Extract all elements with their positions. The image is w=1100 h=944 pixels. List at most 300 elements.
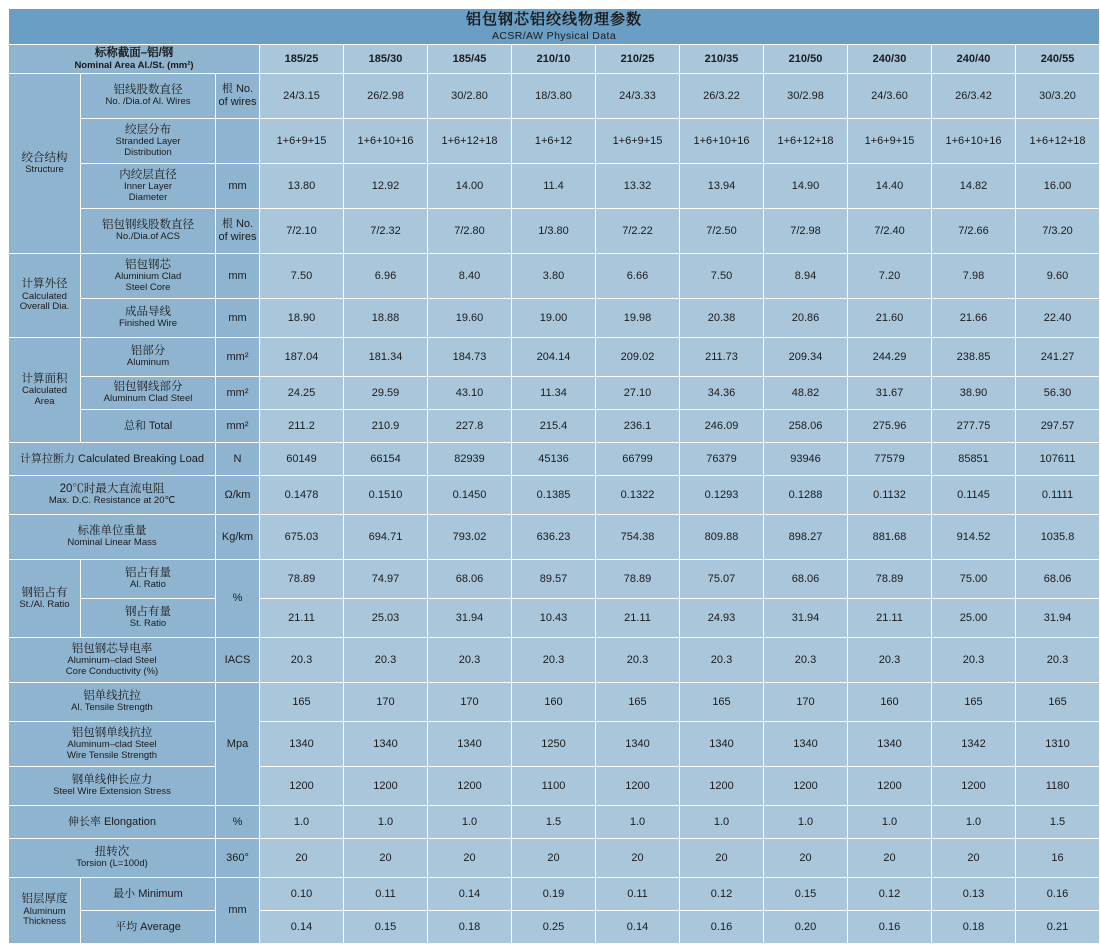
cell-value: 7/2.50 [680,208,764,253]
row-label-cn: 铝部分 [130,345,166,358]
cell-value: 165 [932,682,1016,721]
table-row [9,298,1100,337]
cell-value: 1.0 [596,805,680,838]
cell-value: 21.66 [932,298,1016,337]
row-label-cn: 平均 [115,920,138,933]
cell-value: 68.06 [764,559,848,598]
cell-value: 18/3.80 [512,73,596,118]
cell-value: 26/2.98 [344,73,428,118]
row-label-en: Nominal Linear Mass [67,537,157,549]
cell-value: 30/2.98 [764,73,848,118]
cell-value: 24/3.60 [848,73,932,118]
row-unit-linear-mass: Kg/km [216,514,260,559]
cell-value: 10.43 [512,598,596,637]
cell-value: 18.90 [260,298,344,337]
row-unit-dc-resistance: Ω/km [216,475,260,514]
row-label-cn: 伸长率 [67,815,101,828]
cell-value: 258.06 [764,409,848,442]
row-label-cn: 总和 [123,419,146,432]
row-label-core-conductivity [9,637,216,682]
cell-value: 227.8 [428,409,512,442]
cell-value: 297.57 [1016,409,1100,442]
cell-value: 1200 [344,766,428,805]
cell-value: 78.89 [848,559,932,598]
cell-value: 1342 [932,721,1016,766]
row-unit-core-conductivity: IACS [216,637,260,682]
cell-value: 1+6+12+18 [428,118,512,163]
cell-value: 24.25 [260,376,344,409]
column-header: 240/30 [848,45,932,74]
cell-value: 7.98 [932,253,1016,298]
group-thickness-en-1: Aluminum [23,905,66,917]
row-unit-torsion: 360° [216,838,260,877]
cell-value: 66154 [344,442,428,475]
table-row [9,118,1100,163]
cell-value: 0.18 [428,910,512,943]
cell-value: 277.75 [932,409,1016,442]
cell-value: 9.60 [1016,253,1100,298]
row-label-al-tensile [9,682,216,721]
row-unit-al-wires [216,73,260,118]
row-label-cn: 最小 [113,887,136,900]
row-label-en-2: Diameter [128,191,168,203]
row-label-thickness-min [81,877,216,910]
cell-value: 1310 [1016,721,1100,766]
cell-value: 75.00 [932,559,1016,598]
row-label-thickness-avg [81,910,216,943]
cell-value: 187.04 [260,337,344,376]
table-row [9,376,1100,409]
group-area-en-2: Area [34,395,55,407]
cell-value: 60149 [260,442,344,475]
cell-value: 7/3.20 [1016,208,1100,253]
cell-value: 1.5 [1016,805,1100,838]
cell-value: 0.11 [344,877,428,910]
cell-value: 21.11 [848,598,932,637]
cell-value: 14.40 [848,163,932,208]
row-label-cn: 内绞层直径 [119,168,177,181]
cell-value: 18.88 [344,298,428,337]
unit-cn: 根 [221,218,233,231]
cell-value: 7.20 [848,253,932,298]
group-area-en-1: Calculated [22,385,67,397]
table-row [9,253,1100,298]
cell-value: 7/2.22 [596,208,680,253]
cell-value: 1340 [260,721,344,766]
physical-data-table [8,8,1100,944]
cell-value: 0.1322 [596,475,680,514]
cell-value: 13.32 [596,163,680,208]
row-label-en: Aluminum Clad Steel [103,393,193,405]
row-label-total-area [81,409,216,442]
row-label-en-1: Aluminum–clad Steel [67,739,157,751]
cell-value: 1.0 [344,805,428,838]
cell-value: 1200 [680,766,764,805]
cell-value: 76379 [680,442,764,475]
cell-value: 6.96 [344,253,428,298]
cell-value: 16.00 [1016,163,1100,208]
column-header: 210/25 [596,45,680,74]
cell-value: 165 [596,682,680,721]
cell-value: 0.21 [1016,910,1100,943]
row-label-en-2: Core Conductivity (%) [65,665,159,677]
cell-value: 78.89 [596,559,680,598]
cell-value: 0.1111 [1016,475,1100,514]
cell-value: 184.73 [428,337,512,376]
cell-value: 78.89 [260,559,344,598]
cell-value: 13.80 [260,163,344,208]
group-thickness-cn: 铝层厚度 [21,893,68,906]
cell-value: 22.40 [1016,298,1100,337]
cell-value: 77579 [848,442,932,475]
cell-value: 1340 [428,721,512,766]
cell-value: 20 [680,838,764,877]
cell-value: 26/3.42 [932,73,1016,118]
cell-value: 165 [1016,682,1100,721]
group-aluminum-thickness [9,877,81,943]
cell-value: 48.82 [764,376,848,409]
cell-value: 0.1145 [932,475,1016,514]
cell-value: 24/3.15 [260,73,344,118]
row-label-dc-resistance [9,475,216,514]
cell-value: 0.1478 [260,475,344,514]
cell-value: 1/3.80 [512,208,596,253]
cell-value: 215.4 [512,409,596,442]
row-label-st-ratio [81,598,216,637]
unit-cn: 根 [221,83,233,96]
table-row [9,337,1100,376]
cell-value: 0.1132 [848,475,932,514]
group-structure-en: Structure [25,163,64,175]
row-label-al-ratio [81,559,216,598]
row-unit-aluminum-area: mm² [216,337,260,376]
cell-value: 809.88 [680,514,764,559]
group-structure [9,73,81,253]
row-label-en: Total [148,419,173,432]
cell-value: 165 [260,682,344,721]
cell-value: 25.00 [932,598,1016,637]
cell-value: 0.12 [680,877,764,910]
table-row [9,682,1100,721]
cell-value: 26/3.22 [680,73,764,118]
table-row [9,910,1100,943]
row-label-cn: 铝包钢线部分 [113,381,183,394]
cell-value: 0.1288 [764,475,848,514]
row-label-cn: 铝包钢单线抗拉 [71,726,153,739]
cell-value: 1.0 [848,805,932,838]
table-row [9,559,1100,598]
cell-value: 209.34 [764,337,848,376]
cell-value: 1+6+9+15 [848,118,932,163]
row-label-finished-wire [81,298,216,337]
row-label-en: Al. Ratio [130,579,166,591]
table-row [9,163,1100,208]
cell-value: 1200 [596,766,680,805]
row-unit-acs-wires [216,208,260,253]
cell-value: 170 [344,682,428,721]
cell-value: 1.0 [428,805,512,838]
row-label-en: Aluminum [126,357,170,369]
cell-value: 246.09 [680,409,764,442]
row-label-en: No. /Dia.of Al. Wires [105,96,191,108]
cell-value: 20.38 [680,298,764,337]
cell-value: 31.94 [764,598,848,637]
row-unit-inner-layer-diameter: mm [216,163,260,208]
row-label-cn: 计算拉断力 [19,452,75,465]
row-label-en: Torsion (L=100d) [76,858,148,870]
cell-value: 20.3 [848,637,932,682]
row-label-linear-mass [9,514,216,559]
cell-value: 38.90 [932,376,1016,409]
table-row [9,637,1100,682]
row-label-cn: 铝占有量 [125,567,171,580]
cell-value: 7/2.10 [260,208,344,253]
table-row [9,721,1100,766]
cell-value: 14.82 [932,163,1016,208]
cell-value: 7/2.80 [428,208,512,253]
row-unit-total-area: mm² [216,409,260,442]
row-label-en: Calculated Breaking Load [78,452,205,465]
cell-value: 1.0 [932,805,1016,838]
cell-value: 12.92 [344,163,428,208]
cell-value: 1.0 [260,805,344,838]
row-label-cn: 标准单位重量 [77,525,147,538]
row-label-total [124,420,172,432]
cell-value: 181.34 [344,337,428,376]
row-label-en: Finished Wire [118,318,178,330]
cell-value: 0.19 [512,877,596,910]
row-label-breaking-load [9,442,216,475]
cell-value: 20 [764,838,848,877]
row-label-acs-wires [81,208,216,253]
title-english: ACSR/AW Physical Data [491,30,617,43]
column-header: 210/35 [680,45,764,74]
cell-value: 68.06 [1016,559,1100,598]
row-label-cn: 铝包钢芯导电率 [71,642,153,655]
cell-value: 75.07 [680,559,764,598]
cell-value: 1100 [512,766,596,805]
row-label-aluminum-area [81,337,216,376]
cell-value: 754.38 [596,514,680,559]
cell-value: 107611 [1016,442,1100,475]
cell-value: 24/3.33 [596,73,680,118]
unit-en-2: wires [230,95,257,108]
cell-value: 19.60 [428,298,512,337]
cell-value: 82939 [428,442,512,475]
row-label-en-2: Steel Core [125,281,171,293]
cell-value: 244.29 [848,337,932,376]
row-label-torsion [9,838,216,877]
cell-value: 0.1293 [680,475,764,514]
cell-value: 1.0 [764,805,848,838]
row-label-en: St. Ratio [129,618,167,630]
cell-value: 1+6+10+16 [680,118,764,163]
row-label-cn: 钢占有量 [125,606,171,619]
cell-value: 0.15 [764,877,848,910]
cell-value: 0.1510 [344,475,428,514]
unit-en-2: wires [230,230,257,243]
row-unit-ratio: % [216,559,260,637]
title-row [9,9,1100,45]
row-label-cn: 成品导线 [125,306,171,319]
cell-value: 20.3 [344,637,428,682]
unit-en-1: No. of [218,218,254,243]
row-label-acs-area [81,376,216,409]
cell-value: 20.86 [764,298,848,337]
cell-value: 1200 [932,766,1016,805]
group-overall-dia [9,253,81,337]
cell-value: 0.11 [596,877,680,910]
row-unit-elongation: % [216,805,260,838]
cell-value: 8.40 [428,253,512,298]
cell-value: 7/2.32 [344,208,428,253]
table-title [9,9,1100,45]
cell-value: 74.97 [344,559,428,598]
cell-value: 21.11 [596,598,680,637]
column-header: 210/10 [512,45,596,74]
row-label-cn: 铝包钢线股数直径 [102,219,194,232]
cell-value: 898.27 [764,514,848,559]
cell-value: 20.3 [680,637,764,682]
row-label-cn: 铝线股数直径 [113,84,183,97]
cell-value: 0.16 [680,910,764,943]
cell-value: 1340 [344,721,428,766]
row-label-cn: 铝单线抗拉 [83,690,141,703]
row-label-en-1: Inner Layer [123,181,173,193]
row-unit-stranded-layer [216,118,260,163]
cell-value: 3.80 [512,253,596,298]
row-label-cn: 扭转次 [94,846,130,859]
cell-value: 694.71 [344,514,428,559]
cell-value: 170 [428,682,512,721]
column-header: 185/30 [344,45,428,74]
cell-value: 20.3 [260,637,344,682]
column-header: 240/55 [1016,45,1100,74]
row-label-cn: 绞层分布 [125,123,171,136]
table-row [9,73,1100,118]
row-label-en: Average [140,920,181,933]
cell-value: 7.50 [680,253,764,298]
cell-value: 1250 [512,721,596,766]
cell-value: 93946 [764,442,848,475]
cell-value: 211.2 [260,409,344,442]
nominal-area-header-en: Nominal Area Al./St. (mm²) [74,59,194,71]
cell-value: 1+6+9+15 [596,118,680,163]
cell-value: 0.10 [260,877,344,910]
row-label-en-1: Aluminium Clad [114,271,182,283]
cell-value: 236.1 [596,409,680,442]
cell-value: 20 [932,838,1016,877]
cell-value: 20.3 [596,637,680,682]
cell-value: 6.66 [596,253,680,298]
cell-value: 45136 [512,442,596,475]
cell-value: 20.3 [764,637,848,682]
cell-value: 160 [848,682,932,721]
cell-value: 0.12 [848,877,932,910]
group-structure-cn: 绞合结构 [21,151,68,164]
cell-value: 241.27 [1016,337,1100,376]
group-overall-dia-en-2: Overall Dia. [19,301,70,313]
row-label-en-1: Aluminum–clad Steel [67,655,157,667]
row-unit-breaking-load: N [216,442,260,475]
cell-value: 1200 [848,766,932,805]
cell-value: 1035.8 [1016,514,1100,559]
cell-value: 881.68 [848,514,932,559]
group-overall-dia-en-1: Calculated [22,290,67,302]
cell-value: 56.30 [1016,376,1100,409]
cell-value: 43.10 [428,376,512,409]
cell-value: 210.9 [344,409,428,442]
table-row [9,409,1100,442]
cell-value: 211.73 [680,337,764,376]
title-chinese: 铝包钢芯铝绞线物理参数 [466,11,643,28]
group-area-cn: 计算面积 [21,372,68,385]
cell-value: 7.50 [260,253,344,298]
cell-value: 21.11 [260,598,344,637]
cell-value: 14.90 [764,163,848,208]
table-row [9,598,1100,637]
cell-value: 85851 [932,442,1016,475]
cell-value: 0.14 [596,910,680,943]
cell-value: 0.13 [932,877,1016,910]
cell-value: 20.3 [512,637,596,682]
cell-value: 0.14 [428,877,512,910]
cell-value: 20.3 [428,637,512,682]
cell-value: 675.03 [260,514,344,559]
row-label-stranded-layer [81,118,216,163]
table-row [9,838,1100,877]
cell-value: 1.5 [512,805,596,838]
column-header-row [9,45,1100,74]
row-unit-acs-area: mm² [216,376,260,409]
cell-value: 19.98 [596,298,680,337]
row-label-cn: 20℃时最大直流电阻 [59,483,165,496]
cell-value: 31.94 [428,598,512,637]
row-label-en: Elongation [104,815,157,828]
cell-value: 793.02 [428,514,512,559]
row-label-en-2: Distribution [124,146,172,158]
cell-value: 7/2.66 [932,208,1016,253]
cell-value: 14.00 [428,163,512,208]
row-label-en: Max. D.C. Resistance at 20℃ [48,495,176,507]
cell-value: 0.16 [1016,877,1100,910]
cell-value: 1+6+12 [512,118,596,163]
cell-value: 20 [344,838,428,877]
cell-value: 1200 [260,766,344,805]
row-label-steel-extension-stress [9,766,216,805]
row-label-elongation [9,805,216,838]
nominal-area-header [9,45,260,74]
table-row [9,208,1100,253]
row-label-en-1: Stranded Layer [115,136,181,148]
cell-value: 170 [764,682,848,721]
cell-value: 21.60 [848,298,932,337]
row-label-en: No./Dia.of ACS [116,231,180,243]
table-row [9,475,1100,514]
table-row [9,514,1100,559]
row-label-acs-tensile [9,721,216,766]
cell-value: 275.96 [848,409,932,442]
cell-value: 20 [596,838,680,877]
cell-value: 7/2.40 [848,208,932,253]
column-header: 185/25 [260,45,344,74]
cell-value: 89.57 [512,559,596,598]
row-label-en-2: Wire Tensile Strength [66,749,158,761]
cell-value: 27.10 [596,376,680,409]
cell-value: 19.00 [512,298,596,337]
cell-value: 1+6+10+16 [344,118,428,163]
cell-value: 636.23 [512,514,596,559]
